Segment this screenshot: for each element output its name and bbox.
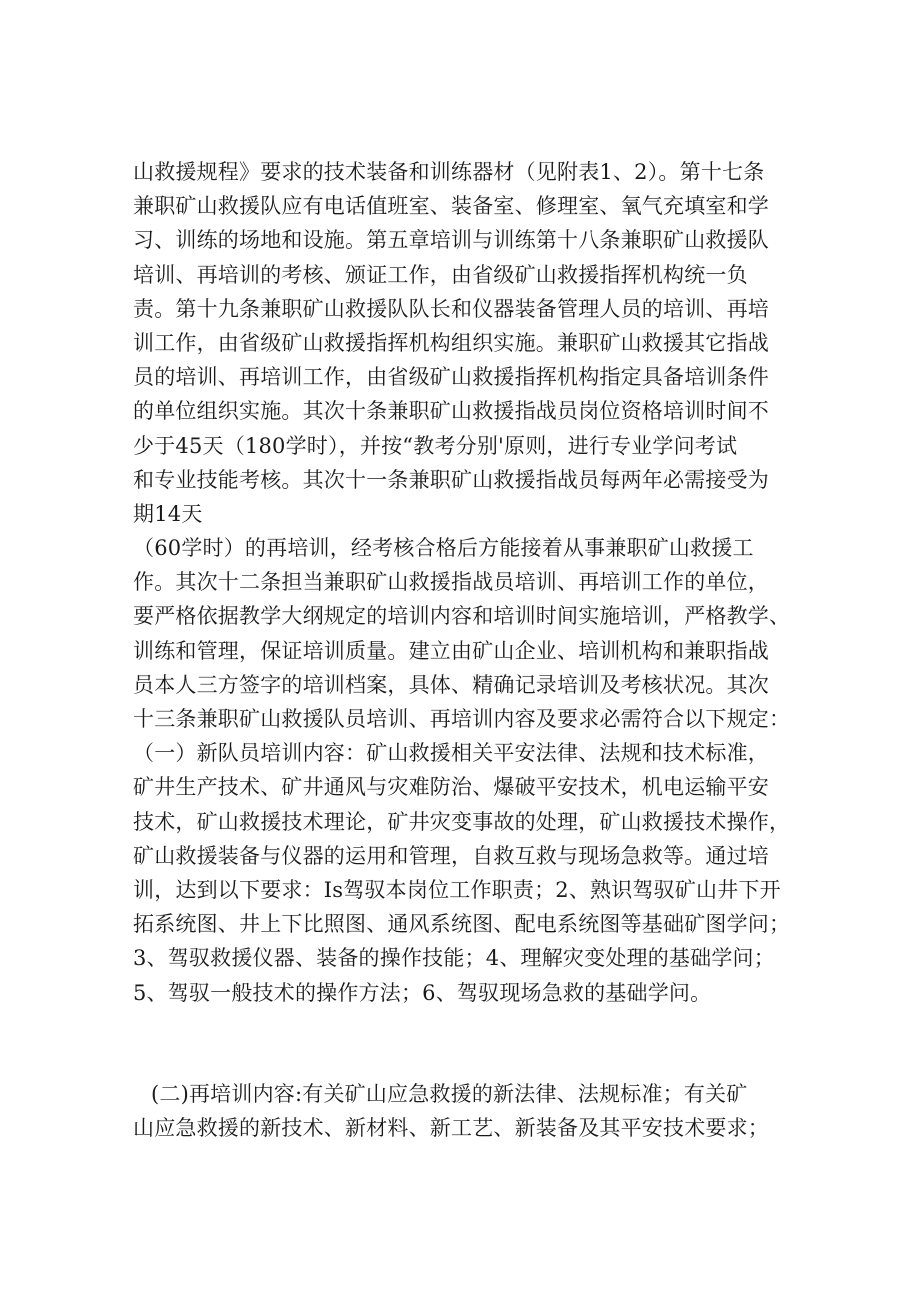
second-paragraph (133, 1077, 793, 1145)
text-line: 习、训练的场地和设施。第五章培训与训练第十八条兼职矿山救援队 (133, 228, 769, 253)
text-line: 的单位组织实施。其次十条兼职矿山救援指战员岗位资格培训时间不 (133, 399, 769, 424)
text-line: 员本人三方签字的培训档案，具体、精确记录培训及考核状况。其次 (133, 672, 769, 697)
text-line: 培训、再培训的考核、颁证工作，由省级矿山救援指挥机构统一负 (133, 262, 748, 287)
text-line: 十三条兼职矿山救援队员培训、再培训内容及要求必需符合以下规定： (133, 707, 791, 731)
text-line: 山应急救援的新技术、新材料、新工艺、新装备及其平安技术要求； (133, 1116, 769, 1141)
text-line: （一）新队员培训内容：矿山救援相关平安法律、法规和技术标准， (133, 741, 769, 766)
text-line: 山救援规程》要求的技术装备和训练器材（见附表1、2）。第十七条 (133, 160, 765, 184)
text-line: 兼职矿山救援队应有电话值班室、装备室、修理室、氧气充填室和学 (133, 194, 769, 219)
text-line: 要严格依据教学大纲规定的培训内容和培训时间实施培训，严格教学、 (133, 604, 791, 629)
text-line: 员的培训、再培训工作，由省级矿山救援指挥机构指定具备培训条件 (133, 365, 769, 390)
text-line: 少于45天（180学时），并按“教考分别'原则，进行专业学问考试 (133, 433, 738, 458)
text-line: 期14天 (133, 501, 203, 526)
text-line: 3、驾驭救援仪器、装备的操作技能；4、理解灾变处理的基础学问； (133, 946, 775, 971)
text-line: (二)再培训内容:有关矿山应急救援的新法律、法规标准；有关矿 (151, 1082, 748, 1106)
main-paragraph (133, 155, 793, 1010)
text-line: 5、驾驭一般技术的操作方法；6、驾驭现场急救的基础学问。 (133, 980, 712, 1005)
text-line: 矿井生产技术、矿井通风与灾难防治、爆破平安技术，机电运输平安 (133, 775, 769, 800)
text-line: 矿山救援装备与仪器的运用和管理，自救互救与现场急救等。通过培 (133, 843, 769, 868)
text-line: 拓系统图、井上下比照图、通风系统图、配电系统图等基础矿图学问； (133, 912, 791, 937)
text-line: 和专业技能考核。其次十一条兼职矿山救援指战员每两年必需接受为 (133, 467, 769, 492)
text-line: 训，达到以下要求：Is驾驭本岗位工作职责；2、熟识驾驭矿山井下开 (133, 877, 781, 902)
text-line: 训工作，由省级矿山救援指挥机构组织实施。兼职矿山救援其它指战 (133, 330, 769, 355)
text-line: 训练和管理，保证培训质量。建立由矿山企业、培训机构和兼职指战 (133, 638, 769, 663)
text-line: （60学时）的再培训，经考核合格后方能接着从事兼职矿山救援工 (133, 536, 754, 561)
text-line: 技术，矿山救援技术理论，矿井灾变事故的处理，矿山救援技术操作， (133, 809, 791, 834)
text-line: 责。第十九条兼职矿山救援队队长和仪器装备管理人员的培训、再培 (133, 296, 769, 321)
text-line: 作。其次十二条担当兼职矿山救援指战员培训、再培训工作的单位， (133, 570, 769, 595)
